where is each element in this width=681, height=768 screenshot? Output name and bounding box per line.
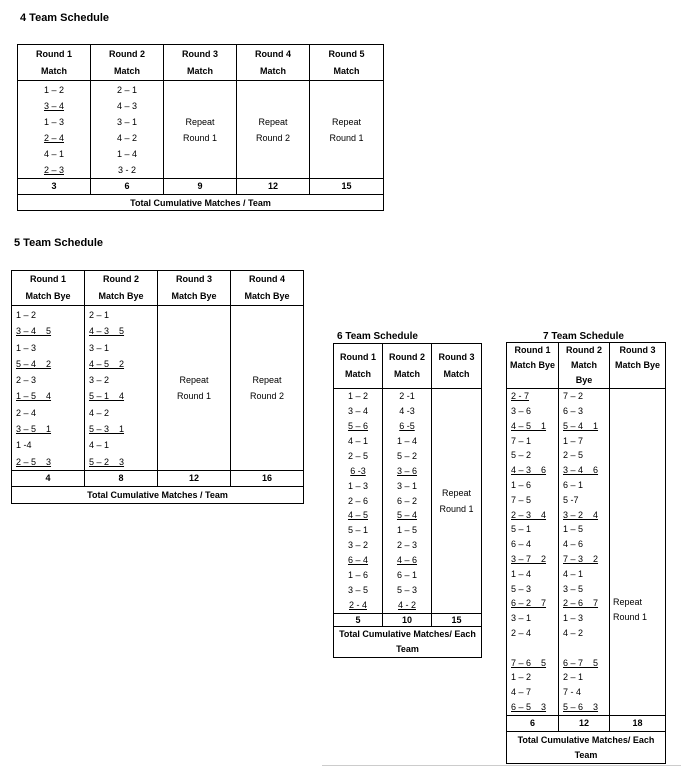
round-2-matches	[91, 81, 164, 179]
total-round-5: 15	[310, 179, 384, 195]
round-3-repeat: Repeat Round 1	[164, 81, 237, 179]
match-pairing: 4 – 3 5	[89, 326, 125, 337]
match-pairing: 4 – 3 6	[511, 465, 547, 476]
header-round-3: Round 3 Match	[432, 344, 482, 389]
match-pairing: 3 - 2	[117, 165, 136, 175]
match-pairing: 6 – 1	[563, 480, 584, 491]
footer-label: Total Cumulative Matches/ Each Team	[334, 627, 482, 658]
total-round-4: 16	[231, 470, 304, 486]
four-team-title: 4 Team Schedule	[20, 12, 110, 24]
match-pairing: 7 – 2	[563, 391, 584, 402]
match-pairing: 2 – 4	[43, 133, 65, 143]
match-pairing: 2 – 3	[396, 540, 418, 551]
header-round-3: Round 3 Match Bye	[610, 343, 666, 389]
match-pairing: 6 – 4	[347, 555, 369, 566]
match-pairing: 3 – 1	[396, 480, 418, 491]
match-pairing: 4 -3	[399, 406, 415, 417]
total-round-3: 9	[164, 179, 237, 195]
total-round-3: 18	[610, 716, 666, 732]
header-round-1: Round 1 Match	[18, 45, 91, 81]
match-pairing: 3 – 4 6	[563, 465, 599, 476]
match-pairing: 5 -7	[563, 494, 579, 505]
header-round-4: Round 4 Match	[237, 45, 310, 81]
match-pairing: 2 – 4	[16, 407, 37, 418]
match-pairing: 4 – 3	[116, 101, 138, 111]
round-4-repeat: Repeat Round 2	[231, 306, 304, 471]
round-3-repeat: Repeat Round 1	[158, 306, 231, 471]
match-pairing: 2 -1	[399, 391, 415, 402]
match-pairing: 2 – 3 4	[511, 509, 547, 520]
match-pairing: 4 – 1	[89, 440, 110, 451]
match-pairing: 5 – 1	[347, 525, 369, 536]
match-pairing: 6 – 2	[396, 495, 418, 506]
match-pairing: 2 - 4	[348, 599, 367, 610]
header-round-2: Round 2 Match Bye	[85, 271, 158, 306]
match-pairing: 1 – 4	[396, 435, 418, 446]
match-pairing: 2 – 1	[563, 672, 584, 683]
match-pairing: 3 – 6	[511, 406, 532, 417]
match-pairing: 3 – 1	[511, 613, 532, 624]
match-pairing: 5 – 6	[347, 421, 369, 432]
match-pairing: 4 - 2	[397, 599, 416, 610]
match-pairing: 2 – 5	[347, 450, 369, 461]
header-round-2: Round 2 Match Bye	[559, 343, 610, 389]
total-round-2: 12	[559, 716, 610, 732]
match-pairing: 2 – 5	[563, 450, 584, 461]
match-pairing: 1 – 3	[43, 117, 65, 127]
match-pairing: 4 – 1	[563, 568, 584, 579]
match-pairing: 3 – 1	[89, 342, 110, 353]
round-1-matches	[18, 81, 91, 179]
total-round-1: 4	[12, 470, 85, 486]
match-pairing: 5 – 6 3	[563, 701, 599, 712]
footer-label: Total Cumulative Matches / Team	[18, 195, 384, 211]
header-round-4: Round 4 Match Bye	[231, 271, 304, 306]
total-round-4: 12	[237, 179, 310, 195]
match-pairing: 6 – 4	[511, 539, 532, 550]
round-3-repeat: Repeat Round 1	[610, 389, 666, 716]
five-team-table	[11, 270, 304, 504]
match-pairing: 6 – 3	[563, 406, 584, 417]
round-2-matches	[383, 389, 432, 614]
match-pairing: 3 – 5	[347, 584, 369, 595]
four-team-table	[17, 44, 384, 211]
match-pairing: 5 – 2 3	[89, 456, 125, 467]
round-2-matches	[85, 306, 158, 471]
match-pairing: 5 – 3	[396, 584, 418, 595]
match-pairing: 5 – 1 4	[89, 391, 125, 402]
total-round-1: 5	[334, 614, 383, 627]
header-round-1: Round 1 Match Bye	[12, 271, 85, 306]
match-pairing: 4 – 6	[396, 555, 418, 566]
match-pairing: 5 – 3 1	[89, 424, 125, 435]
match-pairing	[563, 641, 609, 656]
match-pairing: 1 – 5	[396, 525, 418, 536]
match-pairing: 3 – 4	[43, 101, 65, 111]
total-round-2: 10	[383, 614, 432, 627]
header-round-3: Round 3 Match	[164, 45, 237, 81]
seven-team-table	[506, 342, 666, 764]
total-round-3: 15	[432, 614, 482, 627]
match-pairing: 1 – 3	[16, 342, 37, 353]
match-pairing: 1 – 6	[511, 480, 532, 491]
round-1-matches	[507, 389, 559, 716]
match-pairing: 5 – 4 1	[563, 420, 599, 431]
match-pairing: 2 – 3	[16, 375, 37, 386]
five-team-title: 5 Team Schedule	[14, 237, 104, 249]
header-round-1: Round 1 Match	[334, 344, 383, 389]
match-pairing: 4 – 2	[89, 407, 110, 418]
match-pairing: 3 – 2	[89, 375, 110, 386]
match-pairing: 1 -4	[16, 440, 32, 451]
match-pairing: 7 – 5	[511, 494, 532, 505]
match-pairing: 2 – 6 7	[563, 598, 599, 609]
six-team-table	[333, 343, 482, 658]
round-4-repeat: Repeat Round 2	[237, 81, 310, 179]
match-pairing: 2 – 3	[43, 165, 65, 175]
match-pairing: 1 – 5 4	[16, 391, 52, 402]
match-pairing: 4 – 2	[116, 133, 138, 143]
match-pairing: 1 – 7	[563, 435, 584, 446]
round-3-repeat: Repeat Round 1	[432, 389, 482, 614]
total-round-3: 12	[158, 470, 231, 486]
match-pairing: 4 – 5 1	[511, 420, 547, 431]
match-pairing: 4 – 5 2	[89, 358, 125, 369]
round-5-repeat: Repeat Round 1	[310, 81, 384, 179]
match-pairing: 6 – 7 5	[563, 657, 599, 668]
total-round-2: 6	[91, 179, 164, 195]
match-pairing: 5 – 1	[511, 524, 532, 535]
match-pairing: 7 – 1	[511, 435, 532, 446]
match-pairing: 1 – 6	[347, 570, 369, 580]
match-pairing: 4 – 2	[563, 627, 584, 638]
round-1-matches	[334, 389, 383, 614]
match-pairing: 1 – 2	[43, 85, 65, 95]
match-pairing: 2 – 1	[89, 310, 110, 320]
match-pairing: 7 – 6 5	[511, 657, 547, 668]
match-pairing: 1 – 4	[511, 568, 532, 579]
total-round-1: 6	[507, 716, 559, 732]
match-pairing: 6 – 1	[396, 570, 418, 580]
header-round-3: Round 3 Match Bye	[158, 271, 231, 306]
match-pairing: 5 – 4 2	[16, 358, 52, 369]
match-pairing: 3 – 7 2	[511, 554, 547, 564]
match-pairing: 1 – 4	[116, 149, 138, 159]
match-pairing: 4 – 7	[511, 687, 532, 698]
match-pairing: 5 – 4	[396, 510, 418, 521]
match-pairing: 3 – 4 5	[16, 326, 52, 337]
match-pairing: 6 – 5 3	[511, 701, 547, 712]
match-pairing: 2 – 6	[347, 495, 369, 506]
match-pairing: 4 – 1	[347, 435, 369, 446]
match-pairing: 2 – 4	[511, 627, 532, 638]
total-round-2: 8	[85, 470, 158, 486]
match-pairing: 5 – 2	[396, 450, 418, 461]
match-pairing: 2 – 5 3	[16, 456, 52, 467]
match-pairing: 3 – 4	[347, 406, 369, 417]
match-pairing: 7 – 3 2	[563, 554, 599, 564]
six-team-title: 6 Team Schedule	[337, 331, 418, 342]
match-pairing: 1 – 2	[511, 672, 532, 683]
round-2-matches	[559, 389, 610, 716]
match-pairing: 1 – 3	[563, 613, 584, 624]
match-pairing: 3 – 6	[396, 465, 418, 476]
match-pairing: 1 – 2	[347, 391, 369, 402]
match-pairing: 6 – 2 7	[511, 598, 547, 609]
match-pairing: 2 – 1	[116, 85, 138, 95]
total-round-1: 3	[18, 179, 91, 195]
match-pairing: 5 – 2	[511, 450, 532, 461]
match-pairing: 6 -5	[399, 421, 415, 432]
header-round-2: Round 2 Match	[91, 45, 164, 81]
footer-label: Total Cumulative Matches/ Each Team	[507, 732, 666, 764]
match-pairing: 2 - 7	[511, 391, 530, 402]
match-pairing: 6 -3	[350, 465, 366, 476]
round-1-matches	[12, 306, 85, 471]
match-pairing: 4 – 6	[563, 539, 584, 550]
match-pairing: 4 – 1	[43, 149, 65, 159]
match-pairing: 7 - 4	[563, 687, 582, 698]
header-round-1: Round 1 Match Bye	[507, 343, 559, 389]
header-round-5: Round 5 Match	[310, 45, 384, 81]
match-pairing: 5 – 3	[511, 583, 532, 594]
match-pairing: 3 – 5	[563, 583, 584, 594]
match-pairing: 3 – 2 4	[563, 509, 599, 520]
match-pairing: 3 – 2	[347, 540, 369, 551]
match-pairing: 1 – 5	[563, 524, 584, 535]
seven-team-title: 7 Team Schedule	[543, 331, 624, 342]
match-pairing	[511, 641, 558, 656]
header-round-2: Round 2 Match	[383, 344, 432, 389]
page-divider	[322, 765, 681, 766]
footer-label: Total Cumulative Matches / Team	[12, 486, 304, 503]
match-pairing: 1 – 2	[16, 310, 37, 320]
match-pairing: 1 – 3	[347, 480, 369, 491]
match-pairing: 3 – 5 1	[16, 424, 52, 435]
match-pairing: 3 – 1	[116, 117, 138, 127]
match-pairing: 4 – 5	[347, 510, 369, 521]
